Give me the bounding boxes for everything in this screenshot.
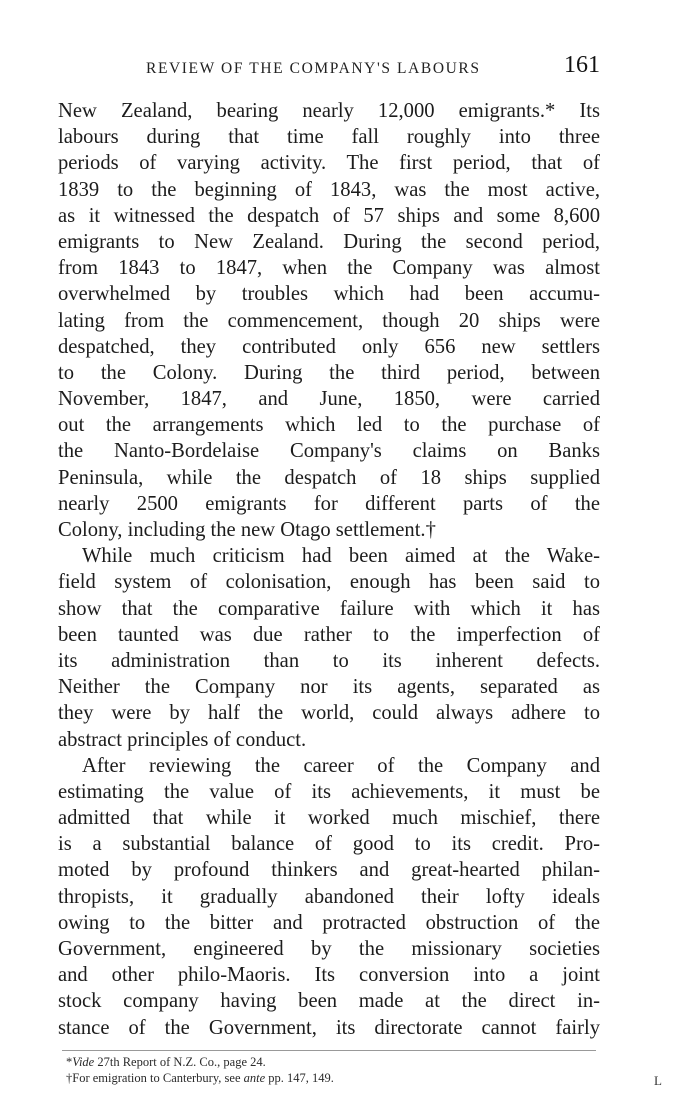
footnote-2-italic: ante: [243, 1071, 266, 1085]
footnote-1: [66, 1054, 596, 1070]
text-line: and other philo-Maoris. Its conversion into a joint: [58, 964, 600, 987]
text-line: owing to the bitter and protracted obstruction of the: [58, 911, 600, 934]
text-line: Colony, including the new Otago settlement.†: [58, 519, 436, 541]
text-line: estimating the value of its achievements, it must be: [58, 780, 600, 803]
footnote-1-text: 27th Report of N.Z. Co., page 24.: [94, 1055, 266, 1069]
text-line: is a substantial balance of good to its credit. Pro-: [58, 833, 600, 856]
text-line: New Zealand, bearing nearly 12,000 emigrants.* Its: [58, 100, 600, 122]
running-header: [58, 52, 600, 88]
text-line: stock company having been made at the direct in-: [58, 990, 600, 1013]
text-line: they were by half the world, could always adhere to: [58, 702, 600, 725]
text-line: abstract principles of conduct.: [58, 728, 307, 751]
footnote-2-mark: †: [66, 1071, 73, 1085]
footnote-2: [66, 1070, 596, 1086]
text-line: despatched, they contributed only 656 new settlers: [58, 335, 600, 358]
text-line: been taunted was due rather to the imperfection of: [58, 623, 600, 646]
footnote-divider: [62, 1050, 596, 1051]
text-line: November, 1847, and June, 1850, were carried: [58, 388, 600, 411]
text-line: After reviewing the career of the Company and: [82, 754, 600, 777]
text-line: nearly 2500 emigrants for different parts of the: [58, 492, 600, 515]
text-line: from 1843 to 1847, when the Company was almost: [58, 257, 600, 280]
footnotes: [66, 1054, 596, 1086]
text-line: to the Colony. During the third period, between: [58, 361, 600, 384]
text-line: emigrants to New Zealand. During the second period,: [58, 230, 600, 253]
text-line: lating from the commencement, though 20 ships were: [58, 309, 600, 332]
footnote-2-post: pp. 147, 149.: [265, 1071, 334, 1085]
text-line: show that the comparative failure with which it has: [58, 597, 600, 620]
signature-mark: L: [654, 1073, 662, 1088]
text-line: its administration than to its inherent defects.: [58, 649, 600, 672]
text-line: thropists, it gradually abandoned their lofty ideals: [58, 885, 600, 908]
text-line: moted by profound thinkers and great-hearted philan-: [58, 859, 600, 882]
text-line: admitted that while it worked much mischief, there: [58, 807, 600, 830]
text-line: 1839 to the beginning of 1843, was the most active,: [58, 178, 600, 201]
text-line: out the arrangements which led to the purchase of: [58, 414, 600, 437]
text-line: Government, engineered by the missionary societies: [58, 938, 600, 960]
text-line: labours during that time fall roughly into three: [58, 126, 600, 149]
text-line: Peninsula, while the despatch of 18 ships supplied: [58, 466, 600, 489]
footnote-1-mark: *: [66, 1055, 73, 1069]
footnote-2-pre: For emigration to Canterbury, see: [72, 1071, 244, 1085]
page-number: 161: [564, 52, 600, 78]
body-text: [58, 98, 600, 1041]
text-line: While much criticism had been aimed at the Wake-: [82, 545, 600, 568]
text-line: the Nanto-Bordelaise Company's claims on Banks: [58, 440, 600, 463]
text-line: as it witnessed the despatch of 57 ships and some 8,600: [58, 204, 600, 227]
text-line: Neither the Company nor its agents, separated as: [58, 676, 600, 699]
running-head-title: REVIEW OF THE COMPANY'S LABOURS: [146, 60, 481, 77]
text-line: field system of colonisation, enough has been said to: [58, 571, 600, 594]
text-line: periods of varying activity. The first period, that of: [58, 152, 600, 175]
text-line: stance of the Government, its directorate cannot fairly: [58, 1016, 600, 1039]
text-line: overwhelmed by troubles which had been accumu-: [58, 283, 600, 306]
footnote-1-italic: Vide: [72, 1055, 95, 1069]
